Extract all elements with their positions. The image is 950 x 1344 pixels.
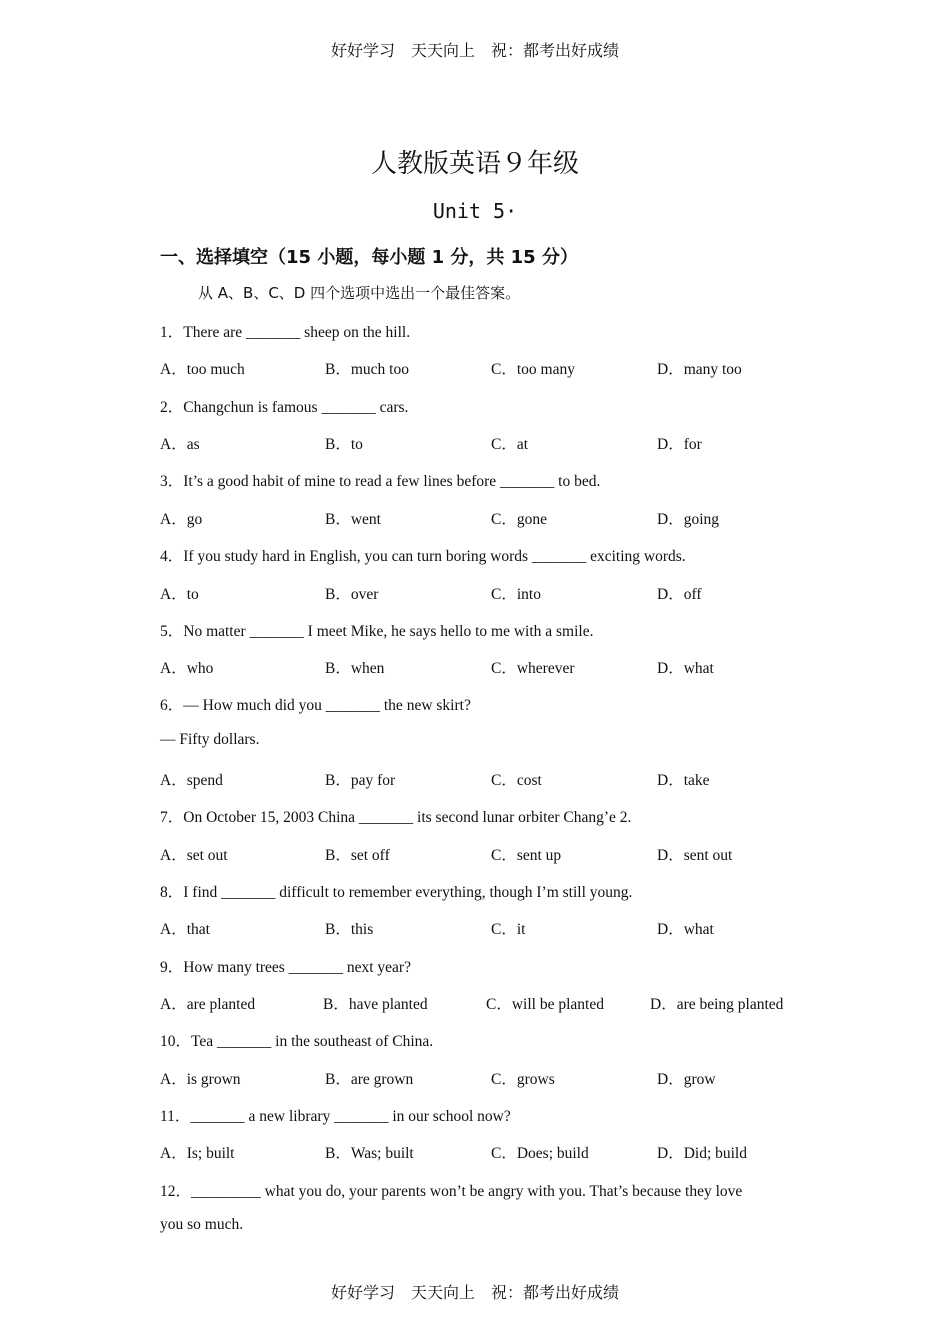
question-10-option-d: D．grow — [657, 1071, 716, 1088]
question-11-option-a: A．Is; built — [160, 1145, 235, 1162]
question-3-option-c: C．gone — [491, 511, 547, 528]
question-10-stem: 10．Tea _______ in the southeast of China. — [160, 1033, 434, 1050]
question-5-option-a: A．who — [160, 660, 214, 677]
question-4-option-d: D．off — [657, 586, 702, 603]
question-2-option-d: D．for — [657, 436, 702, 453]
question-11-stem: 11．_______ a new library _______ in our school now? — [160, 1108, 511, 1125]
question-3-option-d: D．going — [657, 511, 720, 528]
question-6-stem: 6．— How much did you _______ the new skirt? — [160, 697, 471, 714]
question-7-option-d: D．sent out — [657, 847, 733, 864]
question-12-stem-continued: you so much. — [160, 1216, 244, 1233]
question-2-option-a: A．as — [160, 436, 200, 453]
question-3-stem: 3．It’s a good habit of mine to read a few lines before _______ to bed. — [160, 473, 601, 490]
question-8-option-c: C．it — [491, 921, 526, 938]
question-2-option-c: C．at — [491, 436, 529, 453]
question-12-stem: 12．_________ what you do, your parents won’t be angry with you. That’s because they love — [160, 1183, 743, 1200]
question-6-option-d: D．take — [657, 772, 710, 789]
question-1-option-c: C．too many — [491, 361, 575, 378]
page-header: 好好学习 天天向上 祝：都考出好成绩 — [330, 41, 619, 60]
question-9-option-c: C．will be planted — [486, 996, 604, 1013]
question-11-option-c: C．Does; build — [491, 1145, 589, 1162]
question-7-option-b: B．set off — [325, 847, 390, 864]
question-11-option-d: D．Did; build — [657, 1145, 747, 1162]
question-8-option-a: A．that — [160, 921, 210, 938]
question-3-option-b: B．went — [325, 511, 381, 528]
question-9-stem: 9．How many trees _______ next year? — [160, 959, 411, 976]
section-title: 一、选择填空（15 小题，每小题 1 分，共 15 分） — [160, 247, 578, 268]
question-6-option-b: B．pay for — [325, 772, 396, 789]
question-10-option-c: C．grows — [491, 1071, 555, 1088]
question-7-option-a: A．set out — [160, 847, 228, 864]
page-footer: 好好学习 天天向上 祝：都考出好成绩 — [330, 1283, 619, 1302]
question-1-option-a: A．too much — [160, 361, 245, 378]
question-7-option-c: C．sent up — [491, 847, 562, 864]
document-subtitle: Unit 5· — [432, 199, 518, 223]
question-8-option-d: D．what — [657, 921, 714, 938]
question-6-reply: — Fifty dollars. — [160, 731, 260, 748]
question-9-option-b: B．have planted — [323, 996, 428, 1013]
question-6-option-c: C．cost — [491, 772, 542, 789]
question-8-stem: 8．I find _______ difficult to remember everything, though I’m still young. — [160, 884, 633, 901]
question-5-option-d: D．what — [657, 660, 714, 677]
question-1-option-d: D．many too — [657, 361, 742, 378]
question-6-option-a: A．spend — [160, 772, 223, 789]
question-4-option-b: B．over — [325, 586, 379, 603]
question-1-option-b: B．much too — [325, 361, 409, 378]
question-9-option-d: D．are being planted — [650, 996, 784, 1013]
question-9-option-a: A．are planted — [160, 996, 256, 1013]
question-4-option-c: C．into — [491, 586, 541, 603]
question-7-stem: 7．On October 15, 2003 China _______ its second lunar orbiter Chang’e 2. — [160, 809, 632, 826]
question-3-option-a: A．go — [160, 511, 203, 528]
question-4-stem: 4．If you study hard in English, you can turn boring words _______ exciting words. — [160, 548, 686, 565]
question-5-option-c: C．wherever — [491, 660, 575, 677]
question-10-option-b: B．are grown — [325, 1071, 414, 1088]
question-4-option-a: A．to — [160, 586, 199, 603]
question-1-stem: 1．There are _______ sheep on the hill. — [160, 324, 411, 341]
question-10-option-a: A．is grown — [160, 1071, 241, 1088]
question-11-option-b: B．Was; built — [325, 1145, 414, 1162]
instruction: 从 A、B、C、D 四个选项中选出一个最佳答案。 — [198, 284, 521, 302]
question-2-stem: 2．Changchun is famous _______ cars. — [160, 399, 409, 416]
question-5-stem: 5．No matter _______ I meet Mike, he says hello to me with a smile. — [160, 623, 594, 640]
document-title: 人教版英语９年级 — [370, 149, 579, 179]
question-2-option-b: B．to — [325, 436, 363, 453]
question-8-option-b: B．this — [325, 921, 374, 938]
question-5-option-b: B．when — [325, 660, 385, 677]
